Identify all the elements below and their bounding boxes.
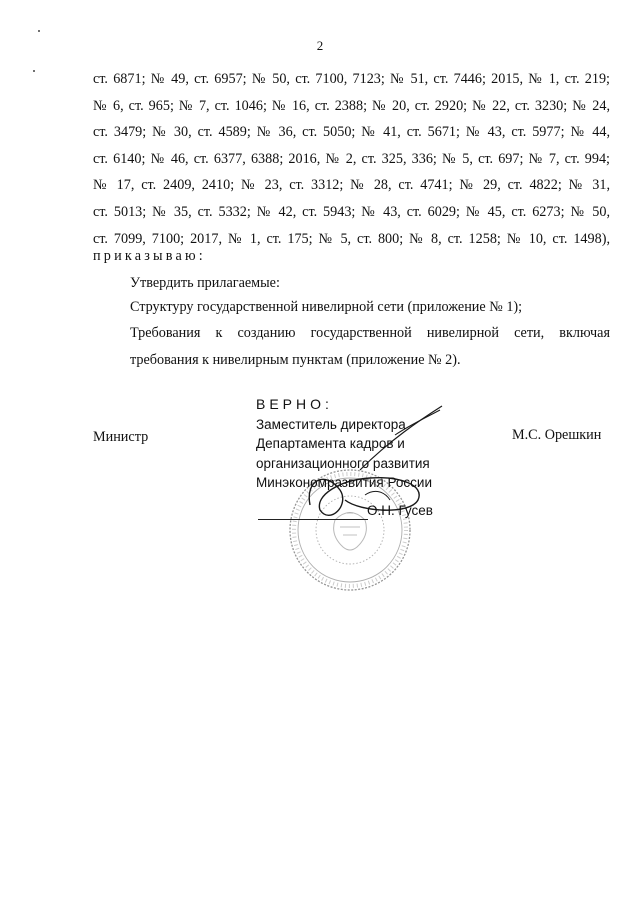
paragraph-requirements-line-1: Требования к созданию государственной нивелирной сети, включая [130,325,610,341]
order-word: приказываю: [93,248,206,264]
page-number: 2 [316,38,324,53]
certification-verno: ВЕРНО: [256,396,333,412]
certification-line: Департамента кадров и [256,436,405,451]
legal-references-text [93,66,610,252]
minister-name: М.С. Орешкин [512,427,602,443]
scan-speck [38,30,40,32]
paragraph-structure: Структуру государственной нивелирной сети (приложение № 1); [130,299,523,315]
signature-line [258,519,368,520]
legal-line: ст. 5013; № 35, ст. 5332; № 42, ст. 5943; № 43, ст. 6029; № 45, ст. 6273; № 50, [93,203,610,220]
certification-line: Минэкономразвития России [256,475,432,490]
certification-block [256,395,432,493]
minister-title: Министр [93,429,149,445]
paragraph-requirements-line-2: требования к нивелирным пунктам (приложение № 2). [130,351,461,368]
legal-line: ст. 6140; № 46, ст. 6377, 6388; 2016, № 2, ст. 325, 336; № 5, ст. 697; № 7, ст. 994; [93,150,610,167]
scan-speck [33,70,35,72]
certification-line: организационного развития [256,455,430,471]
legal-line: ст. 7099, 7100; 2017, № 1, ст. 175; № 5, ст. 800; № 8, ст. 1258; № 10, ст. 1498), [93,230,610,247]
legal-line: ст. 3479; № 30, ст. 4589; № 36, ст. 5050; № 41, ст. 5671; № 43, ст. 5977; № 44, [93,124,610,141]
certification-signer-name: О.Н. Гусев [367,503,433,518]
legal-line: ст. 6871; № 49, ст. 6957; № 50, ст. 7100, 7123; № 51, ст. 7446; 2015, № 1, ст. 219; [93,71,610,87]
legal-line: № 6, ст. 965; № 7, ст. 1046; № 16, ст. 2388; № 20, ст. 2920; № 22, ст. 3230; № 24, [93,97,610,114]
paragraph-requirements [93,320,610,373]
certification-line: Заместитель директора [256,416,406,432]
legal-line: № 17, ст. 2409, 2410; № 23, ст. 3312; № 28, ст. 4741; № 29, ст. 4822; № 31, [93,177,610,194]
paragraph-approve: Утвердить прилагаемые: [130,275,280,291]
